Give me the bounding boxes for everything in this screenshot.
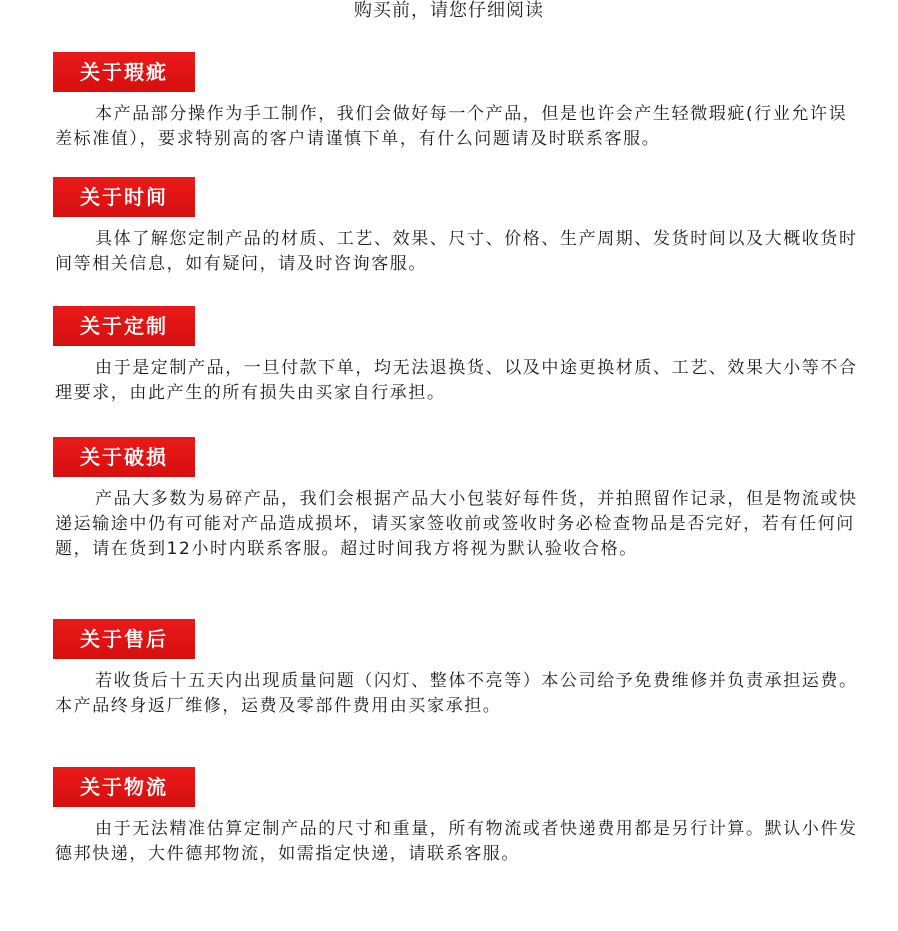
section-time — [53, 177, 863, 277]
section-after-sales — [53, 619, 863, 719]
section-heading-badge: 关于破损 — [53, 437, 195, 477]
section-body: 具体了解您定制产品的材质、工艺、效果、尺寸、价格、生产周期、发货时间以及大概收货时间等相关信息，如有疑问，请及时咨询客服。 — [55, 229, 858, 274]
section-heading-badge: 关于售后 — [53, 619, 195, 659]
section-heading-badge: 关于时间 — [53, 177, 195, 217]
section-logistics — [53, 767, 863, 867]
page-title: 购买前，请您仔细阅读 — [354, 0, 544, 21]
section-body: 产品大多数为易碎产品，我们会根据产品大小包装好每件货，并拍照留作记录，但是物流或快递运输途中仍有可能对产品造成损坏，请买家签收前或签收时务必检查物品是否完好，若有任何问题，请在货到12小时内联系客服。超过时间我方将视为默认验收合格。 — [55, 489, 858, 559]
section-customization — [53, 306, 863, 406]
section-body: 若收货后十五天内出现质量问题（闪灯、整体不亮等）本公司给予免费维修并负责承担运费。本产品终身返厂维修，运费及零部件费用由买家承担。 — [55, 671, 858, 716]
section-body: 由于无法精准估算定制产品的尺寸和重量，所有物流或者快递费用都是另行计算。默认小件发德邦快递，大件德邦物流，如需指定快递，请联系客服。 — [55, 819, 858, 864]
section-flaws — [53, 52, 863, 152]
section-heading-badge: 关于瑕疵 — [53, 52, 195, 92]
section-body: 由于是定制产品，一旦付款下单，均无法退换货、以及中途更换材质、工艺、效果大小等不合理要求，由此产生的所有损失由买家自行承担。 — [55, 358, 858, 403]
section-heading-badge: 关于定制 — [53, 306, 195, 346]
section-body: 本产品部分操作为手工制作，我们会做好每一个产品，但是也许会产生轻微瑕疵(行业允许误差标准值），要求特别高的客户请谨慎下单，有什么问题请及时联系客服。 — [55, 104, 848, 149]
section-heading-badge: 关于物流 — [53, 767, 195, 807]
section-damage — [53, 437, 863, 562]
